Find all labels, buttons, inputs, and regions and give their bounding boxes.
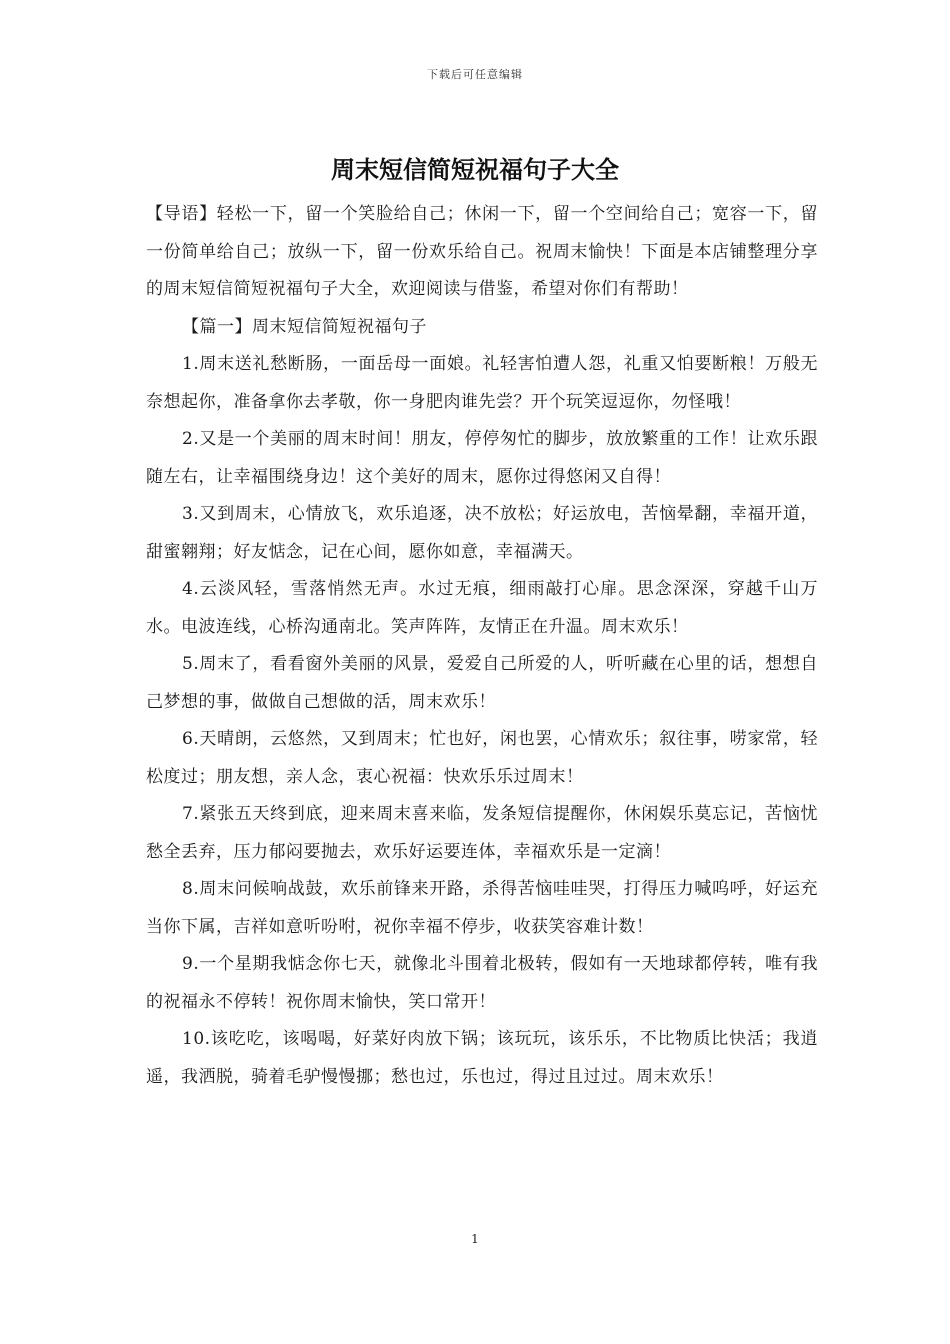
document-title: 周末短信简短祝福句子大全 — [331, 155, 619, 184]
list-item: 9.一个星期我惦念你七天，就像北斗围着北极转，假如有一天地球都停转，唯有我的祝福永不停转！祝你周末愉快，笑口常开！ — [146, 954, 818, 1012]
list-item: 5.周末了，看看窗外美丽的风景，爱爱自己所爱的人，听听藏在心里的话，想想自己梦想的事，做做自己想做的活，周末欢乐！ — [146, 654, 818, 712]
list-item: 1.周末送礼愁断肠，一面岳母一面娘。礼轻害怕遭人怨，礼重又怕要断粮！万般无奈想起你，准备拿你去孝敬，你一身肥肉谁先尝？开个玩笑逗逗你，勿怪哦！ — [146, 354, 818, 412]
section-heading: 【篇一】周末短信简短祝福句子 — [182, 316, 427, 337]
intro-paragraph: 【导语】轻松一下，留一个笑脸给自己；休闲一下，留一个空间给自己；宽容一下，留一份简单给自己；放纵一下，留一份欢乐给自己。祝周末愉快！下面是本店铺整理分享的周末短信简短祝福句子大全，欢迎阅读与借鉴，希望对你们有帮助！ — [146, 204, 818, 299]
list-item: 7.紧张五天终到底，迎来周末喜来临，发条短信提醒你，休闲娱乐莫忘记，苦恼忧愁全丢弃，压力郁闷要抛去，欢乐好运要连体，幸福欢乐是一定滴！ — [146, 804, 818, 862]
page-header-note: 下载后可任意编辑 — [427, 68, 523, 81]
document-body — [146, 196, 818, 1096]
list-item: 8.周末问候响战鼓，欢乐前锋来开路，杀得苦恼哇哇哭，打得压力喊呜呼，好运充当你下属，吉祥如意听吩咐，祝你幸福不停步，收获笑容难计数！ — [146, 879, 818, 937]
list-item: 3.又到周末，心情放飞，欢乐追逐，决不放松；好运放电，苦恼晕翻，幸福开道，甜蜜翱翔；好友惦念，记在心间，愿你如意，幸福满天。 — [146, 504, 818, 562]
page-number: 1 — [471, 1232, 479, 1246]
list-item: 2.又是一个美丽的周末时间！朋友，停停匆忙的脚步，放放繁重的工作！让欢乐跟随左右，让幸福围绕身边！这个美好的周末，愿你过得悠闲又自得！ — [146, 429, 818, 487]
list-item: 10.该吃吃，该喝喝，好菜好肉放下锅；该玩玩，该乐乐，不比物质比快活；我逍遥，我洒脱，骑着毛驴慢慢挪；愁也过，乐也过，得过且过过。周末欢乐！ — [146, 1029, 818, 1087]
list-item: 6.天晴朗，云悠然，又到周末；忙也好，闲也罢，心情欢乐；叙往事，唠家常，轻松度过；朋友想，亲人念，衷心祝福：快欢乐乐过周末！ — [146, 729, 818, 787]
list-item: 4.云淡风轻，雪落悄然无声。水过无痕，细雨敲打心扉。思念深深，穿越千山万水。电波连线，心桥沟通南北。笑声阵阵，友情正在升温。周末欢乐！ — [146, 579, 818, 637]
